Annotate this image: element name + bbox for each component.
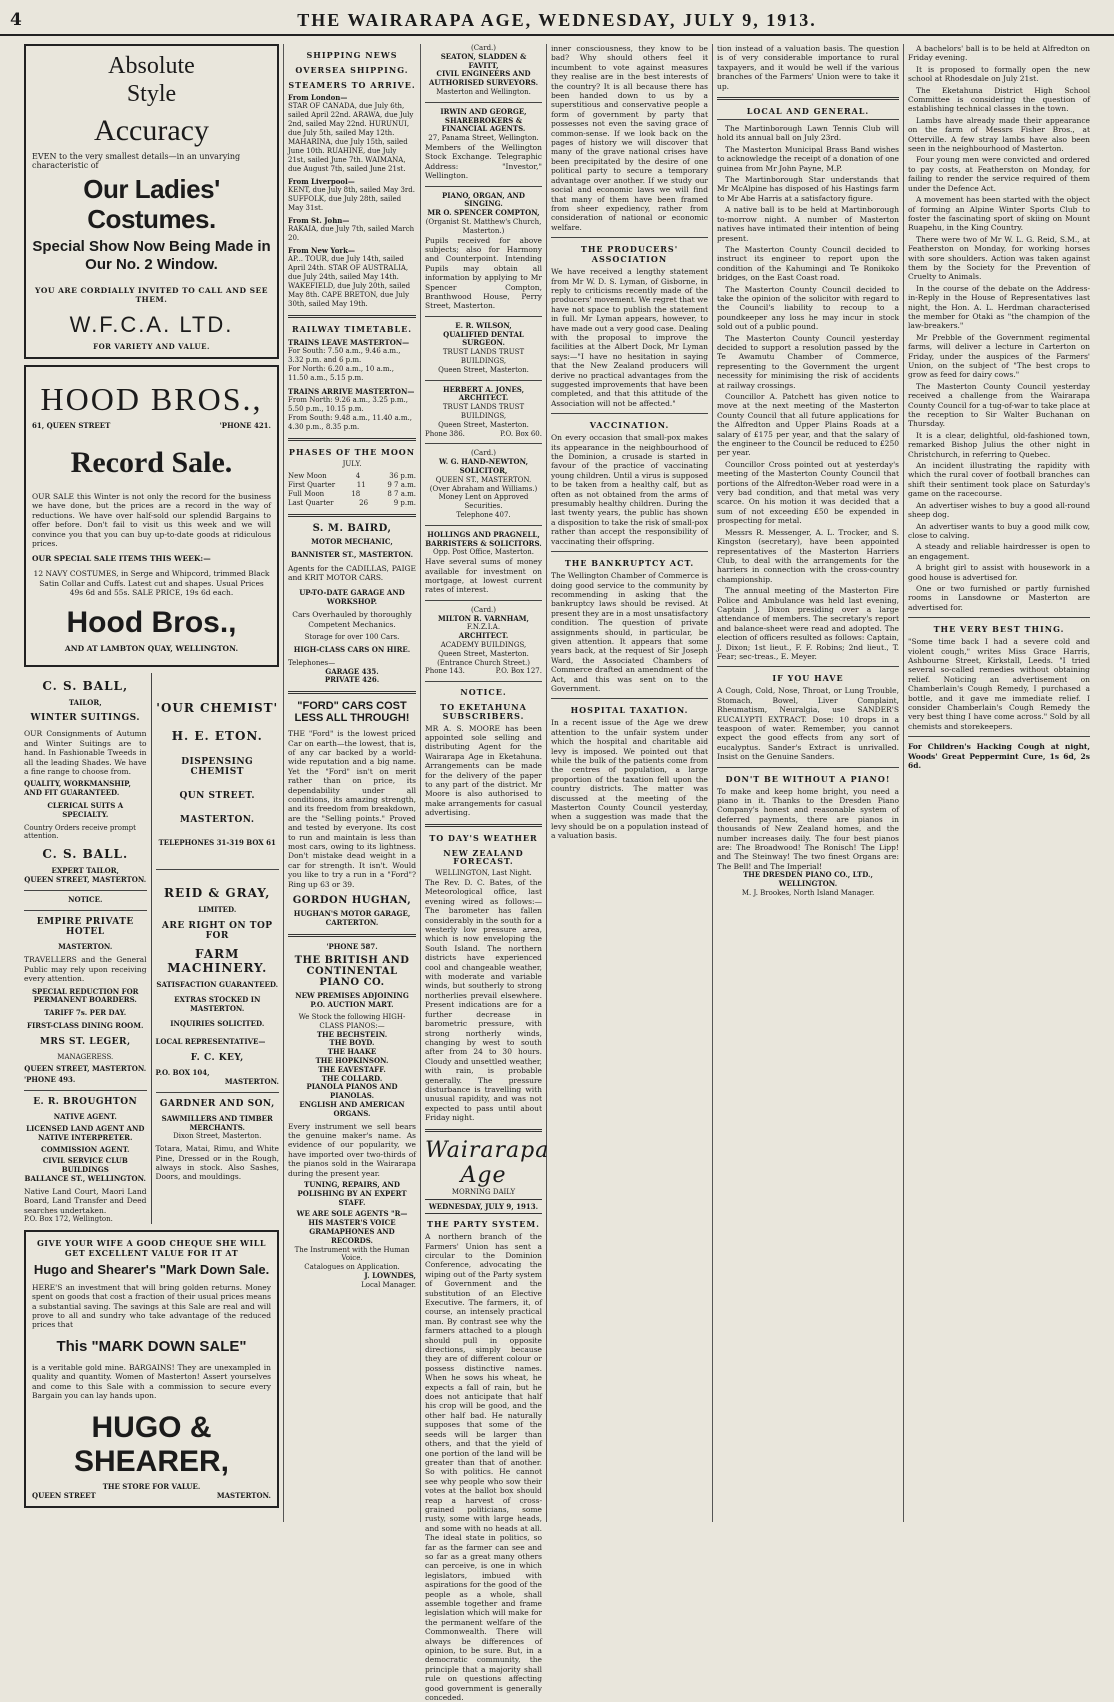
piano-name: THE BRITISH AND CONTINENTAL PIANO CO. [294, 955, 410, 989]
wilson-town: Queen Street, Masterton. [438, 365, 529, 374]
column-6 [904, 44, 1094, 1522]
wilson-building: TRUST LANDS TRUST BUILDINGS, [442, 348, 525, 366]
dresden-name: THE DRESDEN PIANO CO., LTD., [743, 870, 873, 880]
moon-phase: Full Moon [288, 490, 325, 499]
newton-name: W. G. HAND-NEWTON, [438, 457, 529, 467]
local-paragraph: There were two of Mr W. L. G. Reid, S.M., at Featherston on Monday, for working horses with sore shoulders. Action was taken against them by the Society for the Prevention of Cruelty to Animals. [908, 234, 1090, 282]
reid-rep: LOCAL REPRESENTATIVE— [155, 1037, 266, 1047]
hotel-phone: 'PHONE 493. [24, 1075, 76, 1085]
broughton-body: Native Land Court, Maori Land Board, Land Transfer and Deed searches undertaken. [24, 1186, 147, 1215]
notice-body: MR A. S. MOORE has been appointed sole selling and distributing Agent for the Wairarapa Age in Eketahuna. Arrangements can be made for the delivery of the paper to any part of the district. Mr Moore is also authorised to make arrangements for casual advertising. [425, 723, 542, 818]
age-morning: MORNING DAILY [451, 1187, 516, 1196]
piano-brand: ENGLISH AND AMERICAN ORGANS. [299, 1100, 405, 1118]
sanders-body: A Cough, Cold, Nose, Throat, or Lung Trouble, Stomach, Bowel, Liver Complaint, Rheumatism, Neuralgia, use SANDER'S EUCALYPTI EXTRACT. Dose: 10 drops in a teaspoon of water. Remember, you cannot expect the good effects from any sort of eucalyptus. Sander's Extract is unrivalled. Insist on the Genuine Sanders. [717, 686, 899, 762]
column-4 [547, 44, 713, 1522]
from-st-john: From St. John— [288, 215, 350, 225]
varnham-trade: ARCHITECT. [458, 631, 509, 641]
bankruptcy-body: The Wellington Chamber of Commerce is doing good service to the community by recommending in asking that the bankruptcy laws should be revised. At present they are in a most unsatisfactory condition. The question of private assignments should, in particular, be given attention. It appears that some years back, at the request of Sir Joseph Ward, the Associated Chambers of Commerce drafted an amendment of the Act, and this was sent on to the Government. [551, 571, 708, 693]
dresden-town: WELLINGTON. [778, 879, 838, 889]
hospital-continued: tion instead of a valuation basis. The question is of very considerable importance to rural taxpayers, and it would be well if the various branches of the Farmers' Union were to take it up. [717, 44, 899, 91]
irwin-trade: SHAREBROKERS & FINANCIAL AGENTS. [441, 115, 526, 134]
local-paragraph: Councillor A. Patchett has given notice to move at the next meeting of the Masterton County Council that all future applications for the Alfredton and Upper Plains Roads at a salary of £175 per year, and that the salary of the engineer to the Council be reduced to £250 per year. [717, 392, 899, 458]
jones-box: P.O. Box 60. [500, 429, 542, 438]
hugo-body2: is a veritable gold mine. BARGAINS! They are unexampled in quality and quantity. Women of Masterton! Assert yourselves and come to this Sale with a commission to secure every Bargain you can lay hands upon. [32, 1362, 271, 1401]
hugo-headline: Hugo and Shearer's "Mark Down Sale. [33, 1261, 270, 1277]
moon-table [288, 472, 416, 508]
piano-brand: THE BOYD. [329, 1038, 375, 1048]
broughton-agent: NATIVE AGENT. [53, 1112, 117, 1122]
reid-box: P.O. BOX 104, [155, 1068, 210, 1078]
hood-phone: 'PHONE 421. [219, 421, 271, 430]
piano-premises: NEW PREMISES ADJOINING P.O. AUCTION MART. [295, 991, 409, 1010]
broughton-licensed: LICENSED LAND AGENT AND NATIVE INTERPRETER. [26, 1124, 145, 1142]
moon-phase-row [288, 499, 416, 508]
ad-headline: Our Ladies' Costumes. [83, 174, 220, 234]
varnham-entrance: (Entrance Church Street.) [437, 658, 530, 667]
piano-agents: WE ARE SOLE AGENTS "R— [296, 1209, 408, 1219]
jones-trade: ARCHITECT. [458, 393, 509, 403]
ball-trade: TAILOR, [68, 697, 102, 707]
local-paragraph: Councillor Cross pointed out at yesterday's meeting of the Masterton County Council that portions of the Alfredton-Weber road were in a very bad condition, and that metal was very scarce. On his motion it was decided that a sum of not exceeding £50 be expended in prospecting for metal. [717, 459, 899, 526]
piano-brand: THE EAVESTAFF. [318, 1064, 386, 1074]
ad-line2: Style [126, 81, 177, 107]
st-john-list: RAKAIA, due July 7th, sailed March 20. [288, 224, 415, 242]
jones-building: TRUST LANDS TRUST BUILDINGS, [442, 403, 525, 420]
baird-name: S. M. BAIRD, [312, 523, 392, 535]
moon-date: 4 [355, 472, 361, 481]
column-2 [284, 44, 421, 1522]
card-label-1: (Card.) [470, 44, 497, 52]
hotel-tariff: TARIFF 7s. PER DAY. [44, 1008, 127, 1018]
gardner-trade: SAWMILLERS AND TIMBER MERCHANTS. [161, 1113, 273, 1132]
piano-manager: J. LOWNDES, [364, 1271, 416, 1281]
ball-quality: QUALITY, WORKMANSHIP, AND FIT GUARANTEED. [24, 779, 131, 798]
baird-tel: Telephones— [288, 658, 336, 667]
moon-date: 26 [359, 499, 369, 508]
reid-rep-name: F. C. KEY, [190, 1053, 244, 1064]
new-york-list: AP... TOUR, due July 14th, sailed April 24th. STAR OF AUSTRALIA, due July 24th, sailed May 14th. WAKEFIELD, due July 20th, sailed May 8th. CAPE BRETON, due July 30th, sailed May 19th. [288, 254, 411, 308]
moon-phase: New Moon [288, 472, 327, 481]
hollings-address: Opp. Post Office, Masterton. [433, 548, 534, 557]
newspaper-title: THE WAIRARAPA AGE, WEDNESDAY, JULY 9, 1913. [297, 10, 817, 30]
steamers-head: STEAMERS TO ARRIVE. [288, 79, 416, 90]
railway-head: RAILWAY TIMETABLE. [291, 323, 413, 334]
weather-sub: NEW ZEALAND FORECAST. [443, 847, 524, 867]
chemist-street: QUN STREET. [179, 790, 256, 801]
hollings-body: Have several sums of money available for investment on mortgage, at lowest current rates of interest. [425, 557, 542, 595]
baird-hire: HIGH-CLASS CARS ON HIRE. [293, 645, 411, 654]
moon-phase-row [288, 472, 416, 481]
sanders-head: IF YOU HAVE [772, 673, 844, 684]
irwin-name: IRWIN AND GEORGE, [440, 106, 527, 116]
hugo-street: QUEEN STREET [32, 1491, 96, 1501]
hollings-trade: BARRISTERS & SOLICITORS. [425, 538, 542, 548]
hood-body: OUR SALE this Winter is not only the record for the business we have done, but the prices are a record in the way of reductions. We have over half-sold our splendid Bargains to offer before. Don't fail to visit us this week and we will convince you that you can buy up-to-date goods at ridiculous prices. [32, 492, 271, 549]
seaton-trade: CIVIL ENGINEERS AND AUTHORISED SURVEYORS. [428, 69, 539, 88]
broughton-civil: CIVIL SERVICE CLUB BUILDINGS [42, 1156, 128, 1175]
moon-month: JULY. [342, 459, 362, 468]
piano-phone: 'PHONE 587. [326, 941, 378, 951]
jones-phone: Phone 386. [425, 429, 465, 438]
local-paragraph: The Eketahuna District High School Committee is considering the question of establishing technical classes in the town. [908, 85, 1090, 114]
editorial-continued: inner consciousness, they know to be bad? Why should others feel it incumbent to vote against measures they realise are in the best interests of the country? It is all because there has been handed down to us by a superstitious and conservative people a form of government by party that possesses not even the saving grace of common-sense. If we look back on the pages of history we will discover that many of the grave national crises have been precipitated by the desire of one political party to secure a temporary advantage over another. If we study our social and economic laws we will find that many of them have been framed from sheer expediency, rather from consideration of national or economic welfare. [551, 44, 708, 232]
jones-name: HERBERT A. JONES, [442, 384, 525, 394]
baird-agents: Agents for the CADILLAS, PAIGE and KRIT MOTOR CARS. [288, 563, 416, 583]
ball-country: Country Orders receive prompt attention. [24, 823, 136, 841]
reid-farm: FARM MACHINERY. [167, 947, 268, 976]
local-paragraph: Four young men were convicted and ordered to pay costs, at Featherston on Monday, for failing to render the service required of them under the Defence Act. [908, 155, 1090, 193]
hospital-body: In a recent issue of the Age we drew attention to the unfair system under which the hospital and charitable aid levy is imposed. We pointed out that while the bulk of the patients come from the centres of population, a large proportion of the taxation fell upon the country districts. The matter was discussed at the meeting of the Masterton County Council yesterday, when a suggestion was made that the levy should be on a population instead of a valuation basis. [551, 718, 708, 841]
moon-date: 11 [356, 481, 366, 490]
local-paragraph: The Masterton County Council decided to instruct its engineer to report upon the condition of the Kahumingi and Te Ronikoko bridges, on the East Coast road. [717, 244, 899, 283]
piano-brand: THE HOPKINSON. [315, 1056, 389, 1066]
hood-record: Record Sale. [70, 446, 233, 479]
local-paragraph: A bright girl to assist with housework in a good house is advertised for. [908, 563, 1090, 582]
column-1 [20, 44, 284, 1522]
local-paragraph: It is a clear, delightful, old-fashioned town, remarked Bishop Julius the other night in Christchurch, in referring to Quebec. [908, 430, 1090, 459]
hotel-manager: MRS ST. LEGER, [39, 1036, 131, 1047]
wilson-trade: QUALIFIED DENTAL SURGEON. [443, 329, 524, 348]
local-paragraph: One or two furnished or partly furnished rooms in Lansdowne or Masterton are advertised for. [908, 583, 1090, 612]
producers-body: We have received a lengthy statement from Mr W. D. S. Lyman, of Gisborne, in reply to criticisms recently made of the producers' movement. We regret that we have not space to publish the statement in full. Mr Lyman appears, however, to have made out a very good case. Dealing with the proposal to improve the facilities at the Albert Dock, Mr Lyman says:—"I have no hesitation in saying that the New Zealand producers will derive no practical advantages from the suggested improvements that have been completed, and that this attitude of the Association will not be affected." [551, 267, 708, 408]
weather-dateline: WELLINGTON, Last Night. [435, 869, 532, 878]
vaccination-head: VACCINATION. [589, 420, 670, 431]
hollings-name: HOLLINGS AND PRAGNELL, [427, 529, 540, 539]
wairarapa-age-logo: Wairarapa Age [425, 1137, 550, 1188]
local-items-continued [908, 44, 1090, 612]
ad-tagline: FOR VARIETY AND VALUE. [93, 342, 210, 351]
local-paragraph: The Martinborough Star understands that Mr McAlpine has disposed of his Hastings farm to Mr Abe Harris at a satisfactory figure. [717, 175, 899, 203]
producers-head: THE PRODUCERS' ASSOCIATION [580, 244, 679, 265]
hotel-name: EMPIRE PRIVATE HOTEL [36, 916, 134, 937]
local-paragraph: An incident illustrating the rapidity with which the rural cover of football branches can shift their sentiment took place on Saturday's game on the racecourse. [908, 461, 1090, 499]
hotel-managers-title: MANAGERESS. [57, 1052, 114, 1061]
varnham-box: P.O. Box 127. [495, 667, 542, 676]
weather-head: TO DAY'S WEATHER [429, 832, 538, 843]
moon-date: 18 [351, 490, 361, 499]
piano-brand: THE BECHSTEIN. [316, 1029, 388, 1039]
moon-time: 36 p.m. [389, 472, 416, 481]
moon-phase: Last Quarter [288, 499, 334, 508]
local-paragraph: Lambs have already made their appearance on the farm of Messrs Fisher Bros., at Otterville. A few stray lambs have also been seen in the neighbourhood of Masterton. [908, 115, 1090, 154]
hotel-reduction: SPECIAL REDUCTION FOR PERMANENT BOARDERS. [32, 986, 139, 1005]
hotel-body: TRAVELLERS and the General Public may rely upon receiving every attention. [24, 955, 147, 984]
from-south: From South: 9.48 a.m., 11.40 a.m., 4.30 p.m., 8.35 p.m. [288, 413, 412, 431]
varnham-street: Queen Street, Masterton. [438, 649, 529, 658]
party-head: THE PARTY SYSTEM. [427, 1219, 540, 1230]
baird-trade: MOTOR MECHANIC, [311, 537, 393, 547]
hood-location: AND AT LAMBTON QUAY, WELLINGTON. [64, 643, 239, 653]
piano-tuning: TUNING, REPAIRS, AND POLISHING BY AN EXPERT STAFF. [297, 1180, 407, 1207]
baird-street: BANNISTER ST., MASTERTON. [290, 550, 414, 560]
local-paragraph: The Masterton County Council yesterday received a challenge from the Wairarapa County Council for a tug-of-war to take place at the reception to Sir Walter Buchanan on Thursday. [908, 381, 1090, 429]
local-paragraph: In the course of the debate on the Address-in-Reply in the House of Representatives last night, the Hon. A. L. Herdman characterised the member for Otaki as "the champion of the law-breakers." [908, 283, 1090, 331]
newton-over: (Over Abraham and Williams.) [429, 484, 538, 493]
weather-body: The Rev. D. C. Bates, of the Meteorological office, last evening wired as follows:— The barometer has fallen considerably in the south for a westerly low pressure area, which is now enveloping the South Island. The northern districts have experienced cool and changeable weather, with moderate and variable winds, but southerly to strong northerlies prevail elsewhere. Present indications are for a further decrease in barometric pressure, with strong northerly winds, changing by west to south after from 24 to 30 hours. Cloudy and unsettled weather, with rain, is probable generally. The pressure disturbance is travelling with unusual rapidity, and was not expected to pass until about Friday night. [425, 878, 542, 1123]
ad-line1: Absolute [108, 53, 195, 79]
baird-garage-no: GARAGE 435. [325, 666, 379, 676]
reid-satisfaction: SATISFACTION GUARANTEED. [156, 980, 279, 990]
moon-time: 9 7 a.m. [387, 481, 416, 490]
ford-garage: HUGHAN'S MOTOR GARAGE, [293, 909, 411, 919]
piano-brand: THE COLLARD. [321, 1073, 383, 1083]
ads-two-column [24, 673, 279, 1224]
ford-body: THE "Ford" is the lowest priced Car on earth—the lowest, that is, of any car backed by a world-wide reputation and a big name. Yet the "Ford" isn't on merit rather than on price, its dependability under all conditions, its amazing strength, and its freedom from breakdown, are the "Selling points." Proved and tested by everyone. Its cost to run and maintain is less than most cars, owing to its lightness. Don't mistake dead weight in a car for strength. It isn't. Would you like to try a run in a "Ford"? Ring up 63 or 39. [288, 729, 416, 889]
gardner-body: Totara, Matai, Rimu, and White Pine, Dressed or in the Rough, always in stock. Also Sashes, Doors, and mouldings. [155, 1144, 279, 1182]
compton-body: Pupils received for above subjects; also for Harmony and Counterpoint. Intending Pupils may obtain all information by applying to Mr Spencer Compton, Branthwood House, Perry Street, Masterton. [425, 235, 542, 311]
ball-tailor: EXPERT TAILOR, [51, 866, 119, 876]
card-label-2: (Card.) [470, 449, 497, 458]
from-liverpool: From Liverpool— [288, 176, 355, 186]
baird-garage: UP-TO-DATE GARAGE AND WORKSHOP. [299, 587, 405, 606]
masthead [0, 0, 1114, 36]
local-general-items [717, 124, 899, 661]
trains-leave: TRAINS LEAVE MASTERTON— [288, 337, 410, 347]
trains-south: For South: 7.50 a.m., 9.46 a.m., 3.32 p.m. and 6 p.m. [288, 346, 401, 364]
from-new-york: From New York— [288, 245, 355, 255]
london-list: STAR OF CANADA, due July 6th, sailed April 22nd. ARAWA, due July 2nd, sailed May 22nd. HURUNUI, due July 5th, sailed May 12th. MAHARINA, due July 15th, sailed June 10th. RUAHINE, due July 21st, sailed June 7th. WAIMANA, due August 7th, sailed June 21st. [288, 101, 414, 173]
irwin-body: Members of the Wellington Stock Exchange. Telegraphic Address: "Investor," Wellington. [425, 142, 542, 181]
hospital-head: HOSPITAL TAXATION. [570, 705, 689, 716]
local-paragraph: Mr Prebble of the Government regimental farms, will deliver a lecture in Carterton on Friday, under the auspices of the Farmers' Union, on the subject of "The best crops to grow as feed for dairy cows." [908, 332, 1090, 380]
chemist-trade: DISPENSING CHEMIST [181, 756, 254, 777]
best-thing-head: THE VERY BEST THING. [933, 624, 1065, 635]
piano-brand: THE HAAKE [327, 1047, 377, 1057]
piano-manager-title: Local Manager. [361, 1280, 416, 1289]
best-thing-body: "Some time back I had a severe cold and violent cough," writes Miss Grace Harris, Ashbourne Street, Kirkstall, Leeds. "I tried several so-called remedies without obtaining relief. Noticing an advertisement on Chamberlain's Cough Remedy, I purchased a bottle, and it gave me immediate relief. I consider Chamberlain's Cough Remedy the very best thing I have come across." Sold by all chemists and storekeepers. [908, 637, 1090, 731]
local-paragraph: Messrs R. Messenger, A. L. Trocker, and S. Kingston (secretary), have been appointed representatives of the Masterton Harriers Club, to deal with the arrangements for the harriers in connection with the cross-country championship. [717, 527, 899, 584]
local-paragraph: It is proposed to formally open the new school at Rhodesdale on July 21st. [908, 64, 1090, 84]
seaton-town: Masterton and Wellington. [436, 87, 531, 96]
piano-brands [288, 1031, 416, 1119]
dresden-manager: M. J. Brookes, North Island Manager. [741, 888, 875, 897]
ad-wfca [24, 44, 279, 359]
chemist-phone: TELEPHONES 31-319 BOX 61 [158, 837, 276, 847]
moon-time: 9 p.m. [393, 499, 416, 508]
column-3 [421, 44, 550, 1702]
local-paragraph: A movement has been started with the object of forming an Alpine Winter Sports Club to foster the fascinating sport of skiing on Mount Ruapehu, in the King Country. [908, 195, 1090, 233]
piano-body-text: To make and keep home bright, you need a piano in it. Thanks to the Dresden Piano Company's honest and reasonable system of deferred payments, there are pianos in thousands of New Zealand homes, and the number increases daily. The four best pianos are: The Broadwood! The Ronisch! The Lipp! and The Steinway! The two finest Organs are: The Bell! and The Imperial! [717, 786, 899, 871]
broughton-ballance: BALLANCE ST., WELLINGTON. [24, 1174, 146, 1184]
local-paragraph: The Masterton County Council decided to take the opinion of the solicitor with regard to the Council's liability to recoup to a poundkeeper any loss he may incur in stock sold out of a public pound. [717, 284, 899, 332]
piano-catalogues: Catalogues on Application. [304, 1263, 400, 1272]
shipping-head: SHIPPING NEWS [306, 50, 398, 60]
ford-headline: "FORD" CARS COST LESS ALL THROUGH! [294, 700, 410, 725]
newton-trade: SOLICITOR, [459, 465, 508, 475]
ad-company: W.F.C.A. LTD. [69, 312, 234, 337]
piano-brand: PIANOLA PIANOS AND PIANOLAS. [306, 1082, 398, 1101]
from-london: From London— [288, 92, 348, 102]
ball-body: OUR Consignments of Autumn and Winter Suitings are to hand. In Fashionable Tweeds in all the leading Shades. We have a fine range to choose from. [24, 729, 147, 777]
reid-town: MASTERTON. [224, 1077, 279, 1087]
broughton-box: P.O. Box 172, Wellington. [24, 1215, 113, 1224]
varnham-phone: Phone 143. [425, 667, 465, 676]
notice-label: NOTICE. [68, 894, 103, 904]
broughton-commission: COMMISSION AGENT. [41, 1144, 130, 1154]
page-number: 4 [10, 10, 22, 30]
compton-title: (Organist St. Matthew's Church, Masterton.) [425, 217, 542, 235]
hood-name2: Hood Bros., [66, 605, 237, 639]
hugo-town: MASTERTON. [216, 1491, 271, 1501]
baird-overhauled: Cars Overhauled by thoroughly Competent Mechanics. [292, 610, 412, 629]
reid-body: ARE RIGHT ON TOP FOR [161, 921, 273, 942]
bankruptcy-head: THE BANKRUPTCY ACT. [564, 558, 695, 569]
ad-line3: Accuracy [94, 114, 209, 147]
seaton-name: SEATON, SLADDEN & FAVITT, [440, 51, 527, 70]
hotel-town: MASTERTON. [58, 941, 113, 951]
ball-name2: C. S. BALL. [42, 847, 129, 862]
piano-masters: HIS MASTER'S VOICE GRAMAPHONES AND RECORDS. [308, 1218, 396, 1245]
gardner-street: Dixon Street, Masterton. [173, 1132, 262, 1141]
chemist-town: MASTERTON. [179, 814, 255, 825]
compton-head: PIANO, ORGAN, AND SINGING. [442, 190, 525, 209]
piano-head: DON'T BE WITHOUT A PIANO! [725, 773, 891, 784]
hood-item: 12 NAVY COSTUMES, in Serge and Whipcord, trimmed Black Satin Collar and Cuffs. Latest cut and shapes. Usual Prices 49s 6d and 55s. SALE PRICE, 19s 6d each. [33, 569, 270, 598]
hugo-big: HUGO & SHEARER, [73, 1410, 230, 1478]
reid-limited: LIMITED. [198, 905, 237, 915]
ad-hood-bros [24, 365, 279, 667]
ad-invite: YOU ARE CORDIALLY INVITED TO CALL AND SEE THEM. [35, 286, 268, 304]
reid-name: REID & GRAY, [164, 886, 271, 901]
from-north: From North: 9.26 a.m., 3.25 p.m., 5.50 p.m., 10.15 p.m. [288, 395, 408, 413]
local-paragraph: An advertiser wants to buy a good milk cow, close to calving. [908, 521, 1090, 540]
local-paragraph: A bachelors' ball is to be held at Alfredton on Friday evening. [908, 44, 1090, 63]
hood-special-heading: OUR SPECIAL SALE ITEMS THIS WEEK:— [32, 554, 211, 564]
local-paragraph: The Masterton County Council yesterday decided to support a resolution passed by the Te Awamutu Chamber of Commerce, representing to the Government the urgent necessity for minimising the risk of accidents at railway crossings. [717, 333, 899, 390]
hugo-body: HERE'S an investment that will bring golden returns. Money spent on goods that cost a fraction of their usual prices means a substantial saving. The savings at this Sale are real and will prove to all and sundry who take advantage of the reduced prices that [32, 1282, 271, 1330]
trains-north: For North: 6.20 a.m., 10 a.m., 11.50 a.m., 5.15 p.m. [288, 364, 394, 382]
compton-name: MR O. SPENCER COMPTON, [427, 208, 540, 218]
gardner-name: GARDNER AND SON, [159, 1098, 275, 1109]
hotel-street: QUEEN STREET, MASTERTON. [24, 1063, 147, 1073]
hugo-mark: This "MARK DOWN SALE" [56, 1337, 247, 1355]
age-date: WEDNESDAY, JULY 9, 1913. [425, 1199, 542, 1214]
piano-stock: We Stock the following HIGH-CLASS PIANOS:— [298, 1013, 406, 1030]
ad-special: Special Show Now Being Made in Our No. 2 Window. [32, 238, 271, 273]
oversea-head: OVERSEA SHIPPING. [295, 65, 409, 75]
local-paragraph: The Martinborough Lawn Tennis Club will hold its annual ball on July 23rd. [717, 124, 899, 143]
ford-town: CARTERTON. [325, 917, 379, 927]
moon-phase-row [288, 490, 416, 499]
local-paragraph: A native ball is to be held at Martinborough to-morrow night. A number of Masterton natives have intimated their intention of being present. [717, 205, 899, 243]
wilson-name: E. R. WILSON, [455, 320, 512, 330]
newton-street: QUEEN ST., MASTERTON. [435, 475, 532, 484]
column-5 [713, 44, 904, 1522]
piano-body: Every instrument we sell bears the genuine maker's name. As evidence of our popularity, we have imported over two-thirds of the pianos sold in the Wairarapa during the present year. [288, 1121, 416, 1178]
newton-phone: Telephone 407. [456, 510, 511, 519]
broughton-name: E. R. BROUGHTON [33, 1097, 138, 1108]
reid-inquiries: INQUIRIES SOLICITED. [170, 1018, 265, 1028]
notice-head: NOTICE. [460, 687, 507, 698]
moon-head: PHASES OF THE MOON [288, 446, 416, 457]
trains-arrive: TRAINS ARRIVE MASTERTON— [288, 386, 415, 396]
local-paragraph: The annual meeting of the Masterton Fire Police and Ambulance was held last evening, Captain J. Dixon presiding over a large attendance of members. The secretary's report and balance-sheet were read and adopted. The election of officers resulted as follows: Captain, J. Dixon; 1st lieut., F. F. Robins; 2nd lieut., T. Fear; sec-treas., E. Meyer. [717, 586, 899, 661]
reid-extras: EXTRAS STOCKED IN MASTERTON. [174, 995, 261, 1013]
varnham-name: MILTON R. VARNHAM, [438, 613, 529, 623]
ball-suitings: WINTER SUITINGS. [30, 713, 140, 724]
woods-ad: For Children's Hacking Cough at night, Woods' Great Peppermint Cure, 1s 6d, 2s 6d. [908, 742, 1090, 771]
varnham-quals: F.N.Z.I.A. [466, 623, 501, 632]
local-paragraph: A steady and reliable hairdresser is open to an engagement. [908, 542, 1090, 561]
local-paragraph: An advertiser wishes to buy a good all-round sheep dog. [908, 500, 1090, 520]
moon-phase-row [288, 481, 416, 490]
hugo-store: THE STORE FOR VALUE. [102, 1481, 201, 1491]
ford-name: GORDON HUGHAN, [292, 895, 412, 907]
chemist-name: H. E. ETON. [171, 728, 263, 743]
liverpool-list: KENT, due July 8th, sailed May 3rd. SUFFOLK, due July 28th, sailed May 31st. [288, 185, 415, 212]
hotel-dining: FIRST-CLASS DINING ROOM. [27, 1021, 144, 1031]
ad-hugo-shearer [24, 1230, 279, 1508]
varnham-building: ACADEMY BUILDINGS, [440, 640, 527, 649]
notice-sub: TO EKETAHUNA SUBSCRIBERS. [440, 701, 527, 721]
vaccination-body: On every occasion that small-pox makes its appearance in the neighbourhood of the Dominion, a crusade is started in favour of the practice of vaccinating young children. Until a virus is supposed to be taken from a healthy calf, but as often as not obtained from the arms of presumably healthy children. During the last twenty years, the public has shown a disposition to take the risk of small-pox rather than accept the responsibility of vaccinating their offspring. [551, 433, 708, 546]
irwin-address: 27, Panama Street, Wellington. [428, 134, 539, 143]
hugo-top: GIVE YOUR WIFE A GOOD CHEQUE SHE WILL GET EXCELLENT VALUE FOR IT AT [36, 1237, 267, 1258]
moon-time: 8 7 a.m. [387, 490, 416, 499]
jones-street: Queen Street, Masterton. [438, 420, 529, 429]
local-general-head: LOCAL AND GENERAL. [717, 106, 899, 120]
ball-street: QUEEN STREET, MASTERTON. [24, 875, 147, 885]
ball-name: C. S. BALL, [42, 678, 129, 693]
baird-storage: Storage for over 100 Cars. [304, 633, 400, 642]
chemist-title: 'OUR CHEMIST' [156, 700, 279, 715]
party-body: A northern branch of the Farmers' Union has sent a circular to the Dominion Conference, advocating the wiping out of the Party system of Government and the substitution of an Elective Executive. The farmers, it, of course, an intensely practical man. By contrast see why the farmers attached to a plough should pull in opposite directions, simply because they are of different colour or possess distinctive names. When he sows his wheat, he expects a fall of rain, but he does not anticipate that half his crop will be good, and the other half bad. He naturally supposes that some of the seeds will be larger than others, and that the yield of one portion of the land will be greater than that of another. So with politics. He cannot see why people who sow their votes at the ballot box should reap a harvest of cross-grained politicians, some rusty, some with large heads, and some with no heads at all. The ideal state in politics, so far as the farmer can see and so far as a great many others can perceive, is one in which legislators, imbued with aspirations for the good of the people as a whole, shall assemble together and frame legislation which will make for the permanent welfare of the Commonwealth. There will always be differences of opinion, to be sure. But, in a democratic community, the principle that a majority shall rule on questions affecting good government is generally conceded. [425, 1232, 542, 1702]
card-label-3: (Card.) [470, 605, 497, 614]
newton-money: Money Lent on Approved Securities. [438, 493, 529, 511]
local-paragraph: The Masterton Municipal Brass Band wishes to acknowledge the receipt of a donation of one guinea from Mr John Payne, M.P. [717, 144, 899, 173]
ball-clerical: CLERICAL SUITS A SPECIALTY. [47, 801, 124, 819]
piano-instrument: The Instrument with the Human Voice. [294, 1245, 410, 1263]
hood-address: 61, QUEEN STREET [32, 421, 111, 430]
ad-body: EVEN to the very smallest details—in an unvarying characteristic of [32, 152, 241, 170]
baird-private: PRIVATE 426. [324, 675, 380, 685]
hood-name: HOOD BROS., [40, 381, 263, 417]
moon-phase: First Quarter [288, 481, 336, 490]
